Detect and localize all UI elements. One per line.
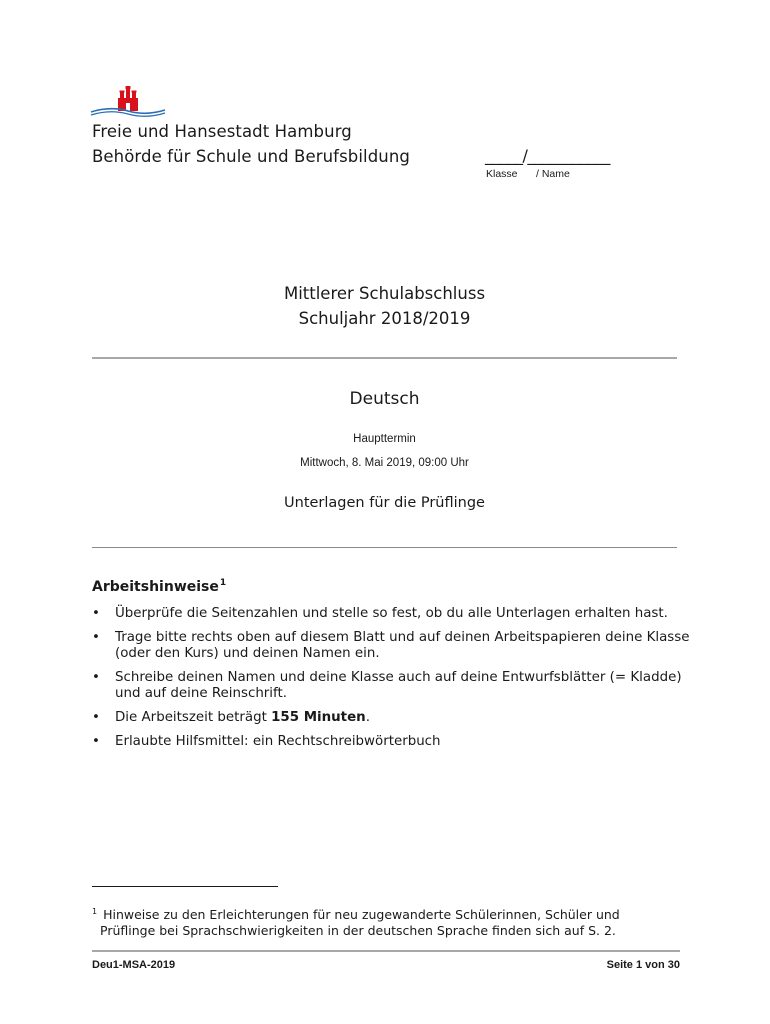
list-item (92, 734, 692, 750)
time-suffix: . (365, 710, 370, 725)
footnote (92, 904, 682, 939)
exam-term: Haupttermin (353, 433, 416, 445)
authority-department: Behörde für Schule und Berufsbildung (92, 147, 410, 166)
divider (92, 357, 677, 359)
exam-date: Mittwoch, 8. Mai 2019, 09:00 Uhr (300, 457, 469, 469)
bullet-icon: • (92, 734, 100, 749)
bullet-icon: • (92, 710, 100, 725)
list-item-text: Trage bitte rechts oben auf diesem Blatt und auf deinen Arbeitspapieren deine Klasse (oder den Kurs) und deinen Namen ein. (115, 630, 690, 661)
page-number: Seite 1 von 30 (606, 959, 680, 971)
document-code: Deu1-MSA-2019 (92, 959, 176, 971)
time-value: 155 Minuten (271, 710, 366, 725)
footnote-line2: Prüflinge bei Sprachschwierigkeiten in der deutschen Sprache finden sich auf S. 2. (100, 923, 616, 938)
list-item (92, 710, 692, 726)
footnote-line1: Hinweise zu den Erleichterungen für neu zugewanderte Schülerinnen, Schüler und (103, 907, 620, 922)
bullet-icon: • (92, 630, 100, 645)
list-item-text: Schreibe deinen Namen und deine Klasse auch auf deine Entwurfsblätter (= Kladde) und auf deine Reinschrift. (115, 670, 682, 701)
instructions-heading (92, 578, 226, 595)
class-name-field[interactable]: _____/___________ (485, 146, 610, 165)
klasse-label: Klasse (486, 168, 518, 180)
footnote-marker: 1 (92, 907, 98, 916)
divider (92, 547, 677, 548)
list-item-text: Überprüfe die Seitenzahlen und stelle so fest, ob du alle Unterlagen erhalten hast. (115, 606, 668, 621)
instructions-heading-text: Arbeitshinweise (92, 579, 219, 595)
footnote-ref: 1 (219, 578, 227, 588)
school-year: Schuljahr 2018/2019 (298, 309, 471, 328)
authority-name: Freie und Hansestadt Hamburg (92, 122, 352, 141)
list-item (92, 606, 692, 622)
list-item (92, 630, 692, 662)
hamburg-castle-icon (90, 84, 166, 118)
time-prefix: Die Arbeitszeit beträgt (115, 710, 272, 725)
bullet-icon: • (92, 670, 100, 685)
list-item (92, 670, 692, 702)
exam-title: Mittlerer Schulabschluss (283, 284, 486, 303)
subject-title: Deutsch (349, 389, 420, 409)
list-item-text: Erlaubte Hilfsmittel: ein Rechtschreibwörterbuch (115, 734, 441, 749)
instructions-list (92, 606, 692, 758)
bullet-icon: • (92, 606, 100, 621)
list-item-text (115, 710, 370, 725)
footer-divider (92, 950, 680, 952)
footnote-divider (92, 886, 278, 887)
documents-label: Unterlagen für die Prüflinge (284, 495, 485, 511)
name-label: / Name (536, 168, 570, 180)
